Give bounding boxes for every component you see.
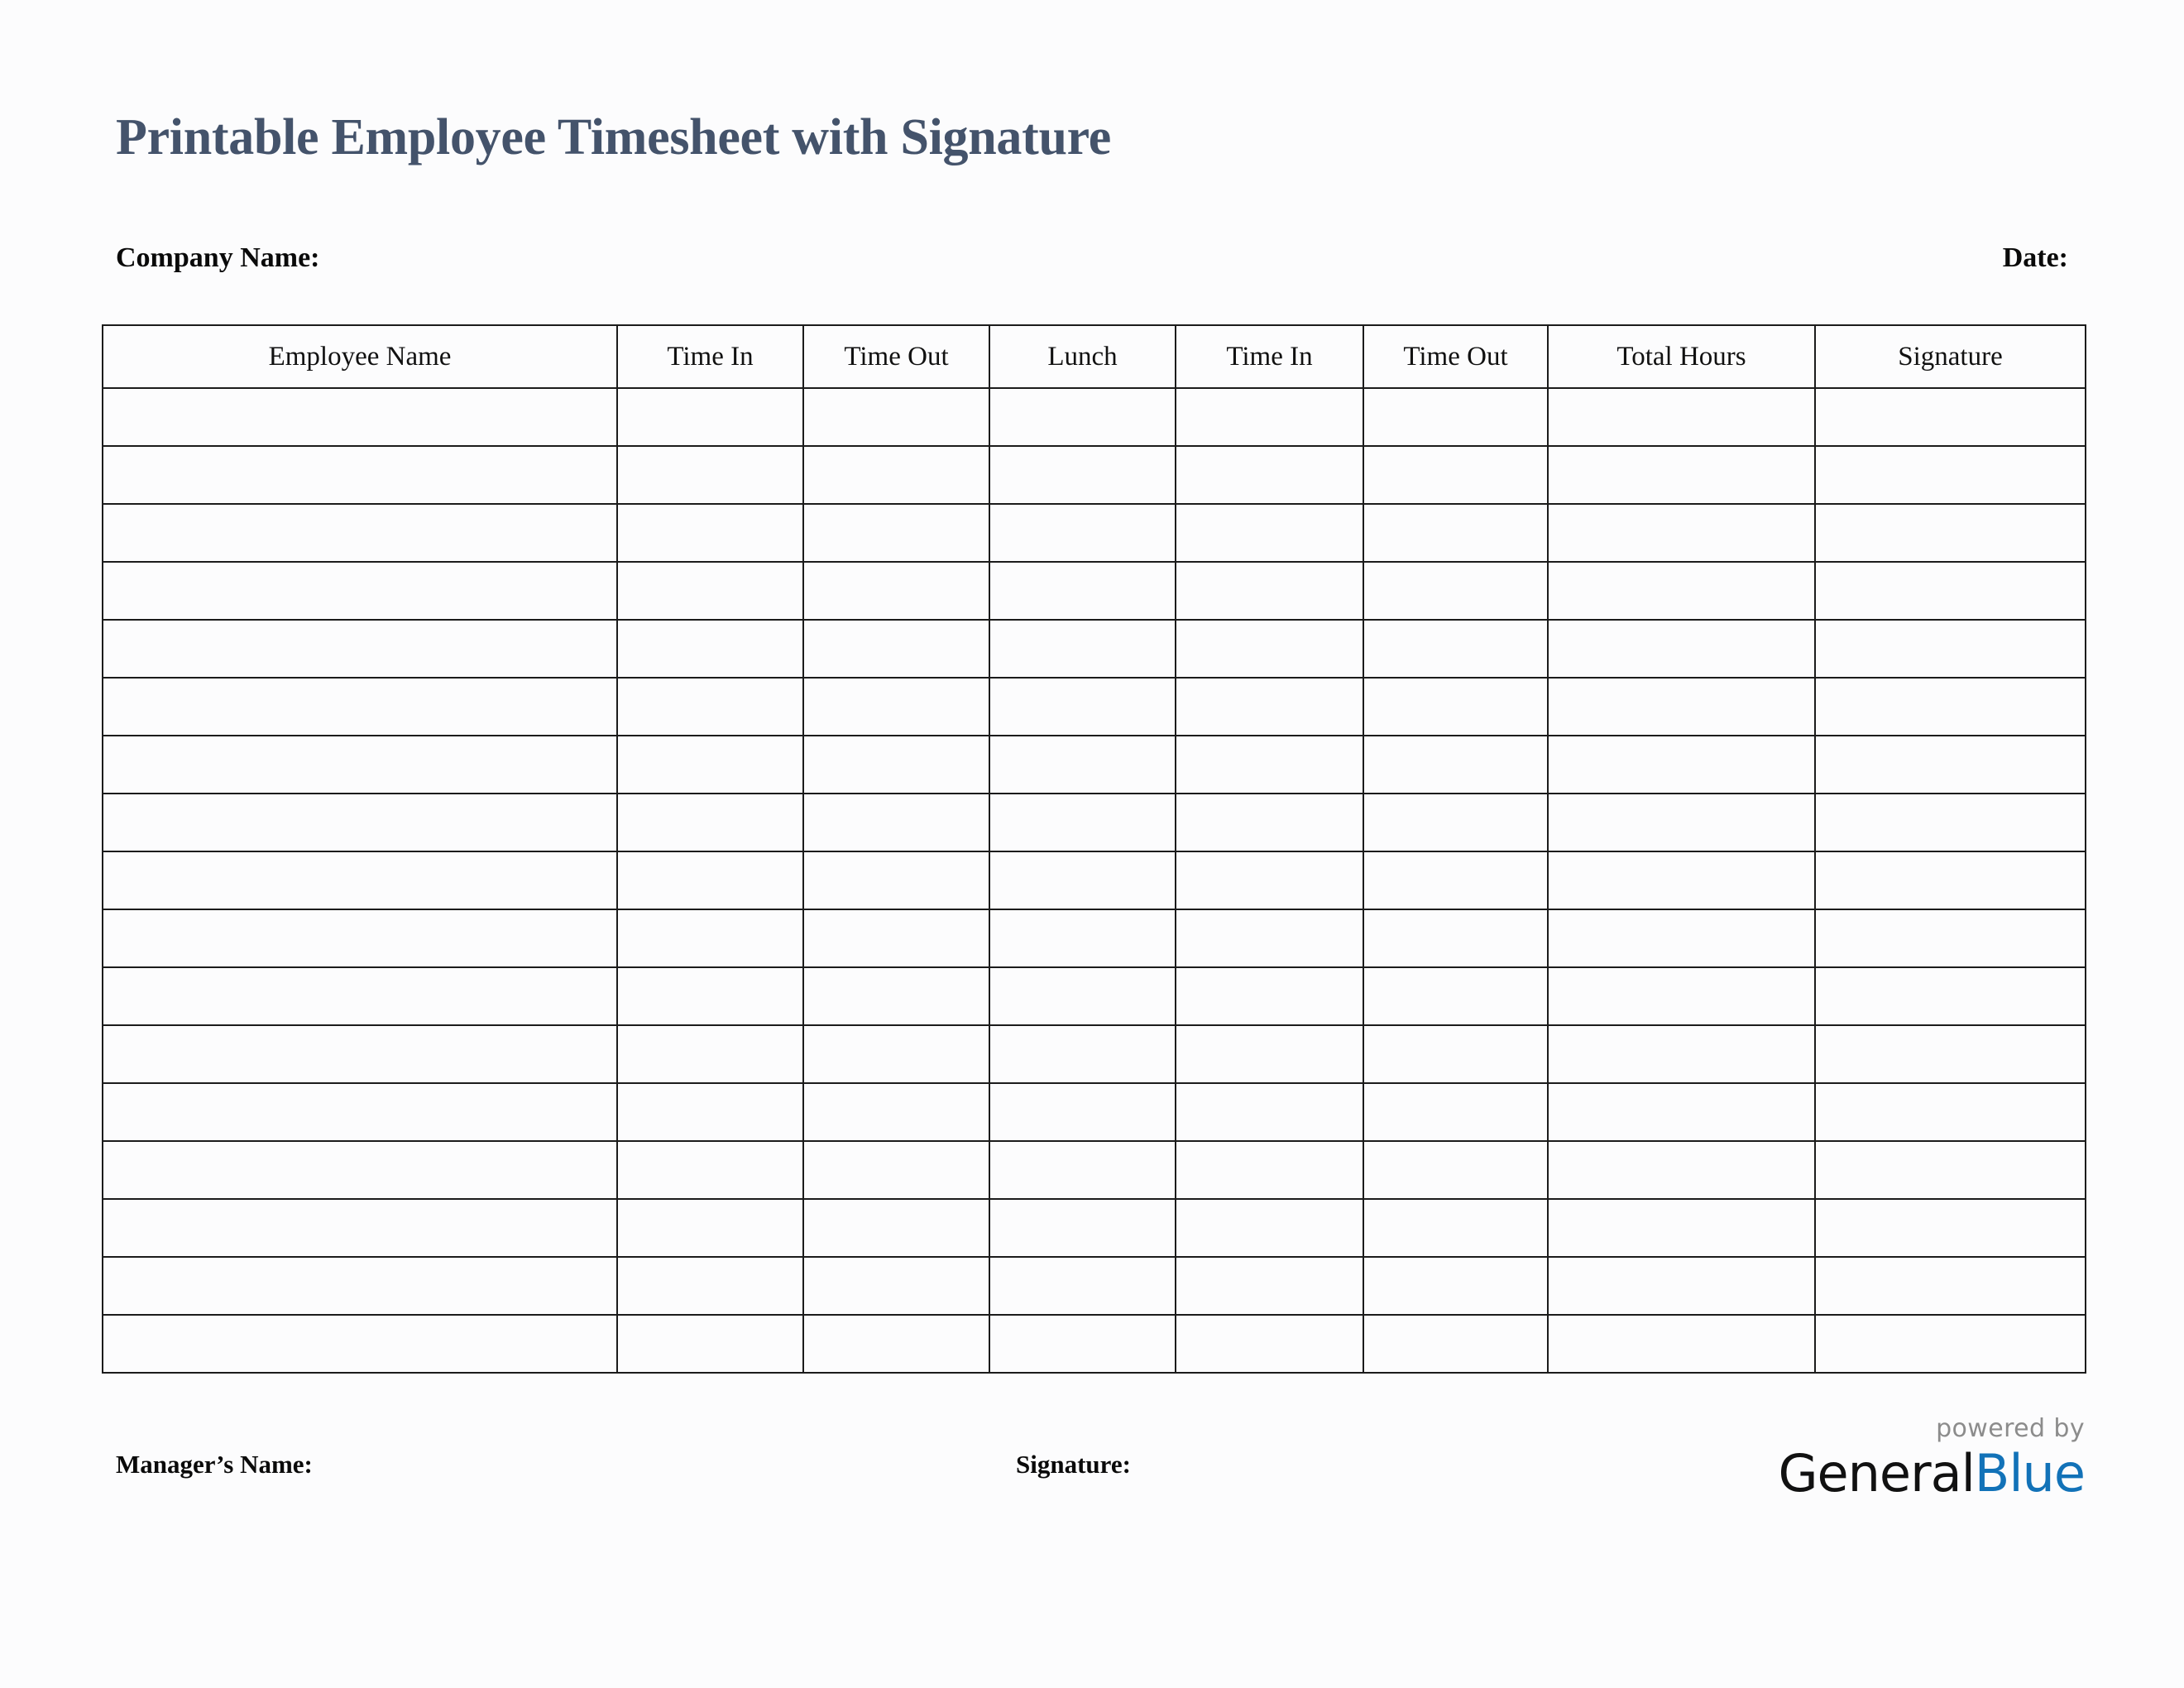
table-cell[interactable] [1363,1315,1548,1373]
table-cell[interactable] [989,1315,1176,1373]
date-label: Date: [2002,242,2068,273]
table-cell[interactable] [803,678,989,736]
table-row [103,504,2086,562]
table-cell[interactable] [617,967,803,1025]
table-cell[interactable] [1363,851,1548,909]
table-cell[interactable] [1815,1315,2086,1373]
generalblue-logo [1778,1414,2085,1503]
table-row [103,1141,2086,1199]
table-cell[interactable] [1815,388,2086,446]
table-cell[interactable] [989,1083,1176,1141]
table-cell[interactable] [1548,967,1815,1025]
table-cell[interactable] [989,562,1176,620]
table-cell[interactable] [617,851,803,909]
table-cell[interactable] [1548,446,1815,504]
table-cell[interactable] [1815,909,2086,967]
table-cell[interactable] [803,736,989,794]
logo-word-general: General [1778,1443,1975,1503]
table-cell[interactable] [1363,1025,1548,1083]
table-row [103,1315,2086,1373]
logo-wordmark [1778,1443,2085,1503]
table-cell[interactable] [803,851,989,909]
table-cell[interactable] [1548,562,1815,620]
table-cell[interactable] [1176,794,1363,851]
table-cell[interactable] [989,851,1176,909]
table-cell[interactable] [1815,794,2086,851]
page-title: Printable Employee Timesheet with Signature [116,109,1111,165]
table-cell[interactable] [103,736,617,794]
table-cell[interactable] [1176,678,1363,736]
table-cell[interactable] [803,967,989,1025]
table-cell[interactable] [803,504,989,562]
table-row [103,736,2086,794]
table-cell[interactable] [1815,736,2086,794]
table-cell[interactable] [1548,1315,1815,1373]
table-cell[interactable] [1548,1025,1815,1083]
column-header-signature: Signature [1815,325,2086,388]
table-header-row [103,325,2086,388]
table-row [103,1199,2086,1257]
table-cell[interactable] [803,1257,989,1315]
table-cell[interactable] [103,388,617,446]
manager-name-label: Manager’s Name: [116,1450,313,1479]
table-cell[interactable] [803,1315,989,1373]
table-cell[interactable] [617,794,803,851]
table-cell[interactable] [1176,1141,1363,1199]
table-cell[interactable] [1815,1025,2086,1083]
meta-row [116,242,2085,274]
table-cell[interactable] [1176,562,1363,620]
table-row [103,851,2086,909]
table-cell[interactable] [803,1025,989,1083]
table-cell[interactable] [1363,678,1548,736]
table-cell[interactable] [617,1141,803,1199]
table-cell[interactable] [1176,446,1363,504]
table-cell[interactable] [103,1315,617,1373]
table-cell[interactable] [1815,967,2086,1025]
table-cell[interactable] [617,620,803,678]
table-row [103,909,2086,967]
table-cell[interactable] [617,1257,803,1315]
table-cell[interactable] [617,504,803,562]
table-cell[interactable] [1176,1083,1363,1141]
table-cell[interactable] [103,851,617,909]
table-cell[interactable] [1363,388,1548,446]
table-cell[interactable] [1363,909,1548,967]
table-cell[interactable] [803,1141,989,1199]
table-cell[interactable] [103,446,617,504]
table-cell[interactable] [1363,562,1548,620]
table-cell[interactable] [989,678,1176,736]
manager-signature-label: Signature: [1016,1450,1131,1479]
table-header [103,325,2086,388]
table-cell[interactable] [617,909,803,967]
column-header-lunch: Lunch [989,325,1176,388]
table-cell[interactable] [1176,1315,1363,1373]
table-cell[interactable] [1815,562,2086,620]
table-row [103,1025,2086,1083]
table-cell[interactable] [1363,504,1548,562]
table-cell[interactable] [1815,1141,2086,1199]
table-cell[interactable] [103,909,617,967]
table-cell[interactable] [617,1199,803,1257]
column-header-time-in-1: Time In [617,325,803,388]
table-cell[interactable] [1363,967,1548,1025]
table-cell[interactable] [989,1141,1176,1199]
timesheet-table [102,324,2086,1374]
table-cell[interactable] [989,388,1176,446]
table-cell[interactable] [989,794,1176,851]
table-cell[interactable] [1548,1199,1815,1257]
table-cell[interactable] [1363,1083,1548,1141]
company-name-label: Company Name: [116,242,320,273]
timesheet-table-wrapper [102,324,2085,1374]
table-cell[interactable] [989,1199,1176,1257]
column-header-time-out-2: Time Out [1363,325,1548,388]
column-header-time-in-2: Time In [1176,325,1363,388]
table-cell[interactable] [1363,794,1548,851]
table-row [103,562,2086,620]
table-cell[interactable] [989,967,1176,1025]
table-cell[interactable] [1363,1257,1548,1315]
table-cell[interactable] [1176,620,1363,678]
table-row [103,967,2086,1025]
column-header-time-out-1: Time Out [803,325,989,388]
table-cell[interactable] [989,909,1176,967]
table-cell[interactable] [617,562,803,620]
table-cell[interactable] [1548,620,1815,678]
powered-by-text: powered by [1936,1414,2085,1443]
table-cell[interactable] [1548,1257,1815,1315]
table-cell[interactable] [1363,736,1548,794]
table-cell[interactable] [617,388,803,446]
table-cell[interactable] [1363,1141,1548,1199]
column-header-total-hours: Total Hours [1548,325,1815,388]
table-cell[interactable] [103,794,617,851]
table-row [103,620,2086,678]
table-row [103,678,2086,736]
table-cell[interactable] [1815,851,2086,909]
table-cell[interactable] [1176,1257,1363,1315]
table-cell[interactable] [1548,678,1815,736]
table-cell[interactable] [803,1083,989,1141]
table-cell[interactable] [103,1025,617,1083]
table-cell[interactable] [1176,1025,1363,1083]
table-cell[interactable] [1363,446,1548,504]
table-cell[interactable] [1548,851,1815,909]
table-cell[interactable] [103,562,617,620]
table-cell[interactable] [989,620,1176,678]
table-cell[interactable] [617,1315,803,1373]
table-cell[interactable] [617,1025,803,1083]
table-cell[interactable] [1176,388,1363,446]
table-cell[interactable] [1176,851,1363,909]
table-cell[interactable] [1815,678,2086,736]
table-cell[interactable] [1815,504,2086,562]
table-cell[interactable] [803,446,989,504]
table-cell[interactable] [989,1025,1176,1083]
table-cell[interactable] [103,504,617,562]
table-cell[interactable] [1548,1141,1815,1199]
table-row [103,1083,2086,1141]
table-cell[interactable] [989,1257,1176,1315]
table-cell[interactable] [103,678,617,736]
table-cell[interactable] [1176,909,1363,967]
table-cell[interactable] [1815,446,2086,504]
table-cell[interactable] [1548,388,1815,446]
table-cell[interactable] [103,1199,617,1257]
table-cell[interactable] [617,678,803,736]
table-row [103,446,2086,504]
table-cell[interactable] [989,504,1176,562]
table-cell[interactable] [803,794,989,851]
table-body [103,388,2086,1373]
table-cell[interactable] [1815,620,2086,678]
table-cell[interactable] [1363,620,1548,678]
table-cell[interactable] [1176,736,1363,794]
table-cell[interactable] [1176,504,1363,562]
table-cell[interactable] [617,446,803,504]
logo-word-blue: Blue [1974,1443,2085,1503]
table-cell[interactable] [1363,1199,1548,1257]
table-row [103,388,2086,446]
table-cell[interactable] [1815,1199,2086,1257]
table-cell[interactable] [1176,967,1363,1025]
table-cell[interactable] [989,736,1176,794]
table-cell[interactable] [1548,909,1815,967]
table-cell[interactable] [1548,1083,1815,1141]
column-header-employee-name: Employee Name [103,325,617,388]
table-cell[interactable] [1548,504,1815,562]
table-cell[interactable] [803,388,989,446]
table-row [103,794,2086,851]
table-cell[interactable] [103,1257,617,1315]
table-cell[interactable] [103,967,617,1025]
table-cell[interactable] [803,562,989,620]
table-cell[interactable] [1815,1257,2086,1315]
table-cell[interactable] [103,1083,617,1141]
table-cell[interactable] [1176,1199,1363,1257]
table-cell[interactable] [989,446,1176,504]
table-cell[interactable] [1815,1083,2086,1141]
table-cell[interactable] [617,736,803,794]
table-cell[interactable] [103,620,617,678]
table-cell[interactable] [803,1199,989,1257]
table-row [103,1257,2086,1315]
table-cell[interactable] [1548,794,1815,851]
table-cell[interactable] [617,1083,803,1141]
table-cell[interactable] [103,1141,617,1199]
footer [116,1414,2085,1566]
table-cell[interactable] [803,909,989,967]
table-cell[interactable] [1548,736,1815,794]
table-cell[interactable] [803,620,989,678]
